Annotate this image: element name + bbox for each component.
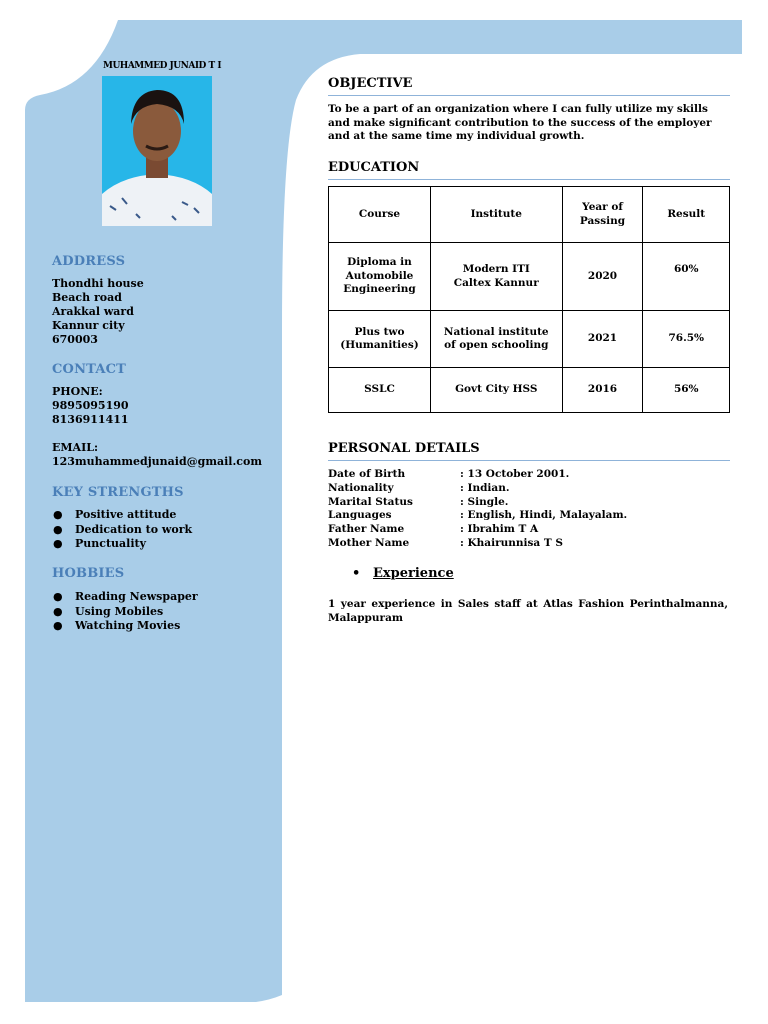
list-item: ● Using Mobiles — [53, 604, 164, 618]
profile-photo — [102, 76, 212, 226]
experience-label: Experience — [373, 566, 454, 581]
candidate-name: MUHAMMED JUNAID T I — [103, 61, 222, 71]
bullet-icon: ● — [53, 537, 63, 550]
email-address: 123muhammedjunaid@gmail.com — [52, 455, 262, 468]
table-cell: Plus two (Humanities) — [329, 311, 431, 368]
address-line: Kannur city — [52, 319, 125, 332]
education-table — [328, 186, 730, 413]
table-cell: National institute of open schooling — [430, 311, 562, 368]
list-item: ● Reading Newspaper — [53, 590, 198, 603]
column-header: Institute — [430, 187, 562, 243]
phone-label: PHONE: — [52, 385, 103, 398]
objective-heading: OBJECTIVE — [328, 76, 413, 91]
detail-value: : Khairunnisa T S — [460, 537, 563, 549]
column-header: Course — [329, 187, 431, 243]
bullet-icon: ● — [53, 604, 63, 618]
detail-label: Languages — [328, 509, 392, 521]
table-cell: 2020 — [562, 243, 643, 311]
hobbies-list — [52, 590, 198, 634]
objective-rule — [328, 95, 730, 96]
address-line: Thondhi house — [52, 277, 144, 290]
table-cell: Govt City HSS — [430, 368, 562, 413]
list-item: ● Punctuality — [53, 537, 147, 550]
list-item: ● Dedication to work — [53, 522, 193, 536]
detail-value: : Ibrahim T A — [460, 523, 539, 535]
table-row — [329, 311, 730, 368]
phone-number: 9895095190 — [52, 399, 129, 412]
bullet-icon: ● — [53, 619, 63, 632]
table-cell: 56% — [643, 368, 730, 413]
education-rule — [328, 179, 730, 180]
detail-label: Mother Name — [328, 537, 410, 549]
table-cell: SSLC — [329, 368, 431, 413]
column-header: Year of Passing — [562, 187, 643, 243]
table-cell: Modern ITI Caltex Kannur — [430, 243, 562, 311]
experience-text: 1 year experience in Sales staff at Atlas Fashion Perinthalmanna, Malappuram — [328, 598, 728, 624]
personal-rule — [328, 460, 730, 461]
phone-number: 8136911411 — [52, 413, 129, 426]
address-line: Arakkal ward — [52, 305, 134, 318]
address-block — [52, 277, 144, 347]
table-cell: 2016 — [562, 368, 643, 413]
column-header: Result — [643, 187, 730, 243]
list-item: ● Positive attitude — [53, 508, 177, 521]
detail-label: Date of Birth — [328, 468, 406, 480]
address-line: Beach road — [52, 291, 122, 304]
strengths-list — [52, 508, 192, 552]
address-heading: ADDRESS — [52, 254, 126, 269]
detail-value: : Indian. — [460, 482, 510, 494]
person-photo-icon — [102, 76, 212, 226]
table-row — [329, 368, 730, 413]
bullet-icon: ● — [53, 590, 63, 603]
detail-label: Marital Status — [328, 496, 413, 508]
strengths-heading: KEY STRENGTHS — [52, 485, 184, 500]
contact-block — [52, 385, 262, 469]
table-cell: 60% — [643, 243, 730, 311]
detail-label: Father Name — [328, 523, 405, 535]
bullet-icon: ● — [53, 522, 63, 536]
objective-text: To be a part of an organization where I can fully utilize my skills and make significant contribution to the success of the employer and at the same time my individual growth. — [328, 103, 712, 142]
table-cell: Diploma in Automobile Engineering — [329, 243, 431, 311]
detail-value: : 13 October 2001. — [460, 468, 570, 480]
personal-heading: PERSONAL DETAILS — [328, 441, 480, 456]
detail-label: Nationality — [328, 482, 394, 494]
list-item: ● Watching Movies — [53, 619, 181, 632]
detail-value: : Single. — [460, 496, 509, 508]
table-header-row — [329, 187, 730, 243]
table-cell: 76.5% — [643, 311, 730, 368]
contact-heading: CONTACT — [52, 362, 127, 377]
education-heading: EDUCATION — [328, 160, 420, 175]
hobbies-heading: HOBBIES — [52, 566, 125, 581]
address-line: 670003 — [52, 333, 98, 346]
bullet-icon: • — [352, 566, 361, 581]
table-row — [329, 243, 730, 311]
email-label: EMAIL: — [52, 441, 99, 454]
bullet-icon: ● — [53, 508, 63, 521]
detail-value: : English, Hindi, Malayalam. — [460, 509, 628, 521]
table-cell: 2021 — [562, 311, 643, 368]
